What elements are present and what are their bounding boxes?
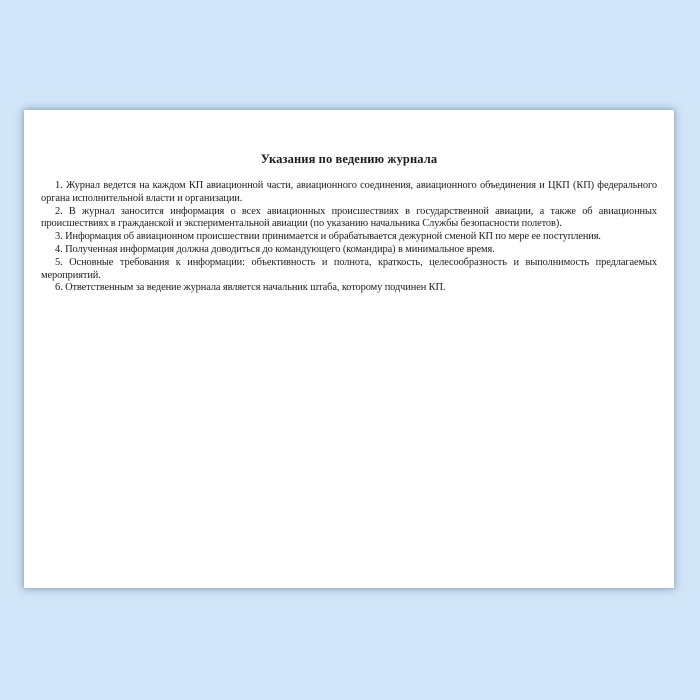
document-paragraph-6: 6. Ответственным за ведение журнала является начальник штаба, которому подчинен КП. [55,282,446,294]
document-paragraph-2: 2. В журнал заносится информация о всех авиационных происшествиях в государственной авиации, а также об авиационных происшествиях в гражданской и экспериментальной авиации (по указанию начальника Службы безопасности полетов). [41,205,657,230]
document-page [24,110,674,588]
document-paragraph-3: 3. Информация об авиационном происшествии принимается и обрабатывается дежурной сменой КП по мере ее поступления. [55,231,601,243]
document-title: Указания по ведению журнала [260,152,438,166]
document-paragraph-5: 5. Основные требования к информации: объективность и полнота, краткость, целесообразность и выполнимость предлагаемых мероприятий. [41,256,657,281]
document-paragraph-1: 1. Журнал ведется на каждом КП авиационной части, авиационного соединения, авиационного объединения и ЦКП (КП) федерального органа исполнительной власти и организации. [41,180,657,204]
document-paragraph-4: 4. Полученная информация должна доводиться до командующего (командира) в минимальное время. [55,243,495,255]
document-body [41,180,657,295]
